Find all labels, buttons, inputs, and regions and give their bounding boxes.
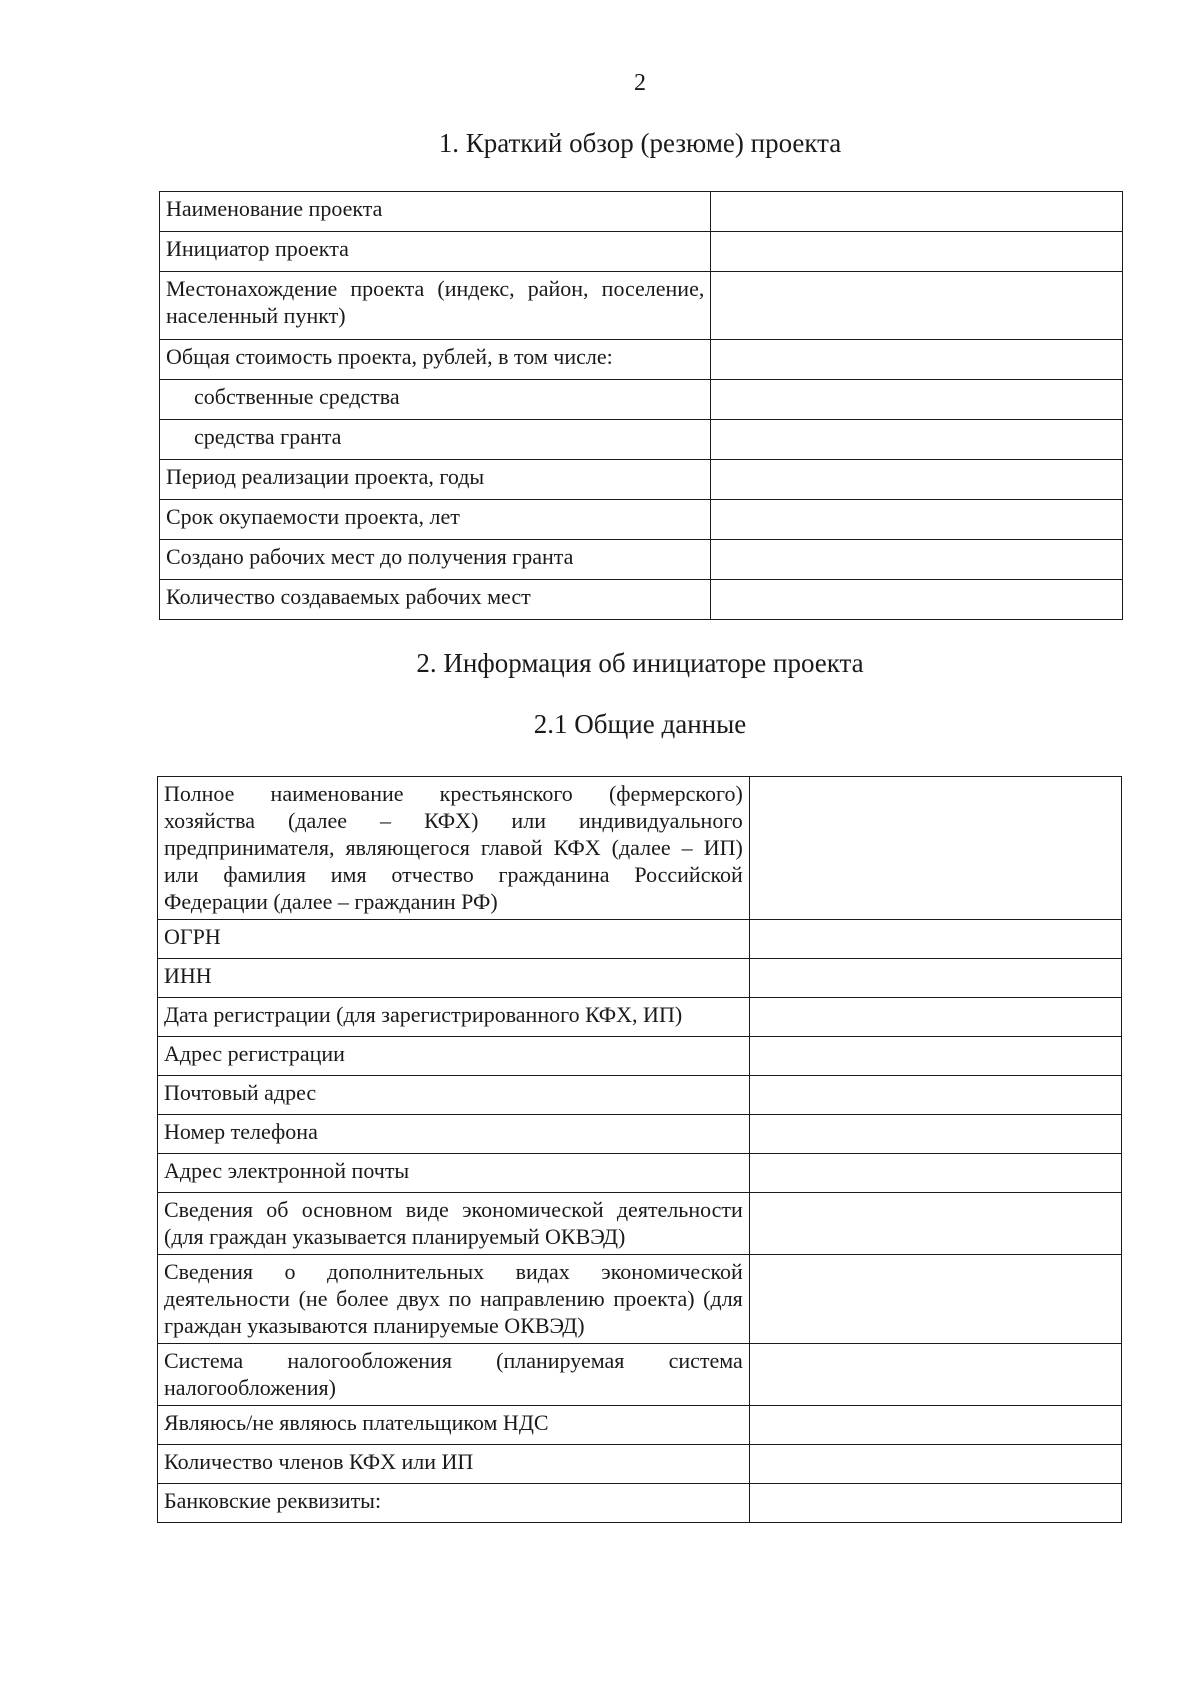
inn-field[interactable] — [749, 959, 1121, 998]
table-row — [160, 500, 1123, 540]
row-label-ogrn: ОГРН — [158, 920, 750, 959]
total-cost-field[interactable] — [711, 340, 1123, 380]
row-label-bank-details: Банковские реквизиты: — [158, 1484, 750, 1523]
registration-date-field[interactable] — [749, 998, 1121, 1037]
section-2-title: 2. Информация об инициаторе проекта — [416, 648, 864, 678]
full-name-field[interactable] — [749, 777, 1121, 920]
table-row — [158, 1255, 1122, 1344]
row-label-postal-address: Почтовый адрес — [158, 1076, 750, 1115]
vat-payer-field[interactable] — [749, 1406, 1121, 1445]
table-row — [158, 920, 1122, 959]
table-row — [158, 1406, 1122, 1445]
row-label-project-initiator: Инициатор проекта — [160, 232, 711, 272]
row-label-project-location: Местонахождение проекта (индекс, район, поселение, населенный пункт) — [160, 272, 711, 340]
row-label-registration-date: Дата регистрации (для зарегистрированного КФХ, ИП) — [158, 998, 750, 1037]
table-row — [160, 580, 1123, 620]
row-label-grant-funds: средства гранта — [160, 420, 711, 460]
row-label-inn: ИНН — [158, 959, 750, 998]
main-activity-field[interactable] — [749, 1193, 1121, 1255]
row-label-own-funds: собственные средства — [160, 380, 711, 420]
project-initiator-field[interactable] — [711, 232, 1123, 272]
row-label-implementation-period: Период реализации проекта, годы — [160, 460, 711, 500]
member-count-field[interactable] — [749, 1445, 1121, 1484]
row-label-project-name: Наименование проекта — [160, 192, 711, 232]
own-funds-field[interactable] — [711, 380, 1123, 420]
section-2-subtitle: 2.1 Общие данные — [533, 709, 747, 739]
bank-details-field[interactable] — [749, 1484, 1121, 1523]
row-label-phone-number: Номер телефона — [158, 1115, 750, 1154]
row-label-payback-period: Срок окупаемости проекта, лет — [160, 500, 711, 540]
table-row — [158, 1193, 1122, 1255]
section-1-title: 1. Краткий обзор (резюме) проекта — [438, 128, 842, 158]
additional-activities-field[interactable] — [749, 1255, 1121, 1344]
implementation-period-field[interactable] — [711, 460, 1123, 500]
table-row — [160, 460, 1123, 500]
table-row — [160, 340, 1123, 380]
table-row — [160, 272, 1123, 340]
project-name-field[interactable] — [711, 192, 1123, 232]
row-label-registration-address: Адрес регистрации — [158, 1037, 750, 1076]
row-label-total-cost: Общая стоимость проекта, рублей, в том числе: — [160, 340, 711, 380]
email-field[interactable] — [749, 1154, 1121, 1193]
table-row — [160, 380, 1123, 420]
project-location-field[interactable] — [711, 272, 1123, 340]
payback-period-field[interactable] — [711, 500, 1123, 540]
page-number: 2 — [634, 70, 646, 96]
row-label-jobs-created: Количество создаваемых рабочих мест — [160, 580, 711, 620]
table-row — [158, 1445, 1122, 1484]
project-summary-table — [159, 191, 1123, 620]
table-row — [158, 1344, 1122, 1406]
table-row — [160, 420, 1123, 460]
row-label-main-activity: Сведения об основном виде экономической деятельности (для граждан указывается планируемый ОКВЭД) — [158, 1193, 750, 1255]
table-row — [158, 1115, 1122, 1154]
initiator-general-data-table — [157, 776, 1122, 1523]
row-label-additional-activities: Сведения о дополнительных видах экономической деятельности (не более двух по направлению проекта) (для граждан указываются планируемые ОКВЭД) — [158, 1255, 750, 1344]
jobs-before-grant-field[interactable] — [711, 540, 1123, 580]
table-row — [158, 1484, 1122, 1523]
table-row — [160, 540, 1123, 580]
phone-number-field[interactable] — [749, 1115, 1121, 1154]
table-row — [158, 1154, 1122, 1193]
table-row — [158, 998, 1122, 1037]
ogrn-field[interactable] — [749, 920, 1121, 959]
table-row — [158, 959, 1122, 998]
table-row — [158, 1076, 1122, 1115]
jobs-created-field[interactable] — [711, 580, 1123, 620]
row-label-member-count: Количество членов КФХ или ИП — [158, 1445, 750, 1484]
grant-funds-field[interactable] — [711, 420, 1123, 460]
row-label-vat-payer: Являюсь/не являюсь плательщиком НДС — [158, 1406, 750, 1445]
table-row — [158, 1037, 1122, 1076]
row-label-full-name: Полное наименование крестьянского (фермерского) хозяйства (далее – КФХ) или индивидуального предпринимателя, являющегося главой КФХ (далее – ИП) или фамилия имя отчество гражданина Российской Федерации (далее – гражданин РФ) — [158, 777, 750, 920]
registration-address-field[interactable] — [749, 1037, 1121, 1076]
table-row — [160, 192, 1123, 232]
row-label-tax-system: Система налогообложения (планируемая система налогообложения) — [158, 1344, 750, 1406]
row-label-email: Адрес электронной почты — [158, 1154, 750, 1193]
tax-system-field[interactable] — [749, 1344, 1121, 1406]
table-row — [160, 232, 1123, 272]
postal-address-field[interactable] — [749, 1076, 1121, 1115]
table-row — [158, 777, 1122, 920]
row-label-jobs-before-grant: Создано рабочих мест до получения гранта — [160, 540, 711, 580]
